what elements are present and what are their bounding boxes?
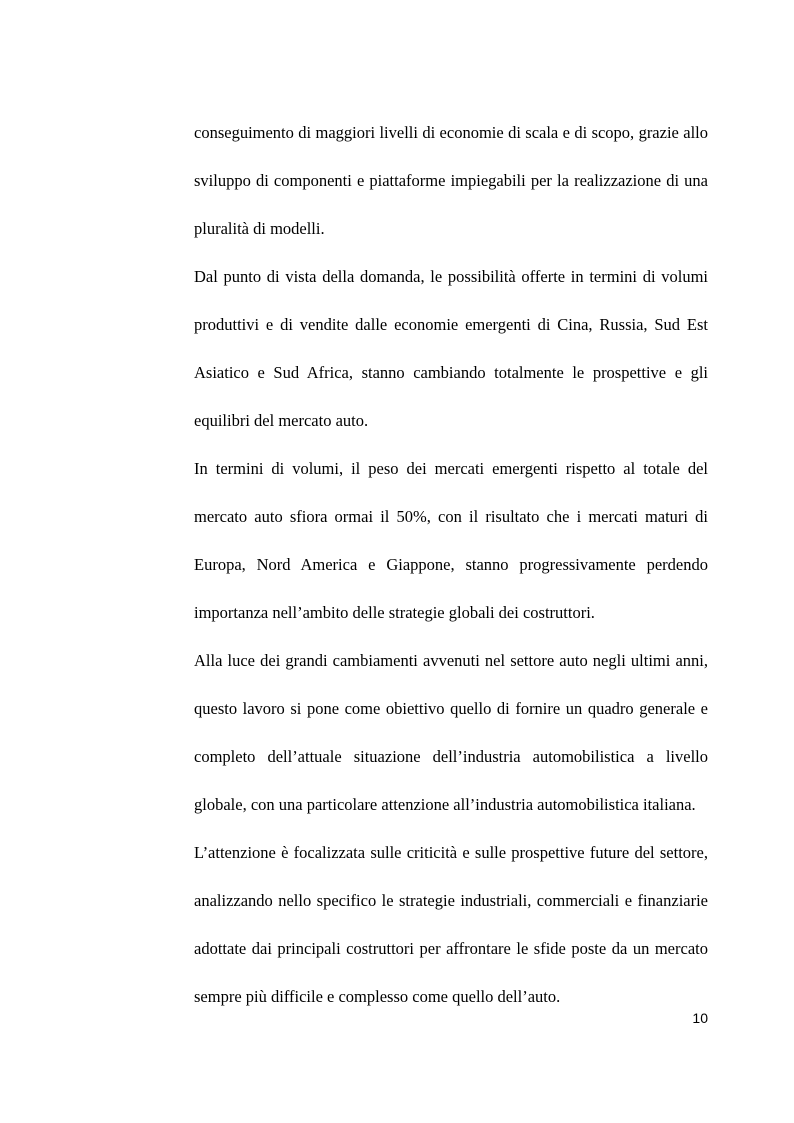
paragraph-2: Dal punto di vista della domanda, le possibilità offerte in termini di volumi produttivi e di vendite dalle economie emergenti di Cina, Russia, Sud Est Asiatico e Sud Africa, stanno cambiando totalmente le prospettive e gli equilibri del mercato auto. bbox=[194, 267, 708, 430]
paragraph-1: conseguimento di maggiori livelli di economie di scala e di scopo, grazie allo sviluppo di componenti e piattaforme impiegabili per la realizzazione di una pluralità di modelli. bbox=[194, 123, 708, 238]
page-number: 10 bbox=[692, 1010, 708, 1026]
page-body bbox=[194, 109, 708, 1021]
paragraph-5: L’attenzione è focalizzata sulle criticità e sulle prospettive future del settore, analizzando nello specifico le strategie industriali, commerciali e finanziarie adottate dai principali costruttori per affrontare le sfide poste da un mercato sempre più difficile e complesso come quello dell’auto. bbox=[194, 843, 708, 1006]
paragraph-3: In termini di volumi, il peso dei mercati emergenti rispetto al totale del mercato auto sfiora ormai il 50%, con il risultato che i mercati maturi di Europa, Nord America e Giappone, stanno progressivamente perdendo importanza nell’ambito delle strategie globali dei costruttori. bbox=[194, 459, 708, 622]
paragraph-4: Alla luce dei grandi cambiamenti avvenuti nel settore auto negli ultimi anni, questo lavoro si pone come obiettivo quello di fornire un quadro generale e completo dell’attuale situazione dell’industria automobilistica a livello globale, con una particolare attenzione all’industria automobilistica italiana. bbox=[194, 651, 708, 814]
